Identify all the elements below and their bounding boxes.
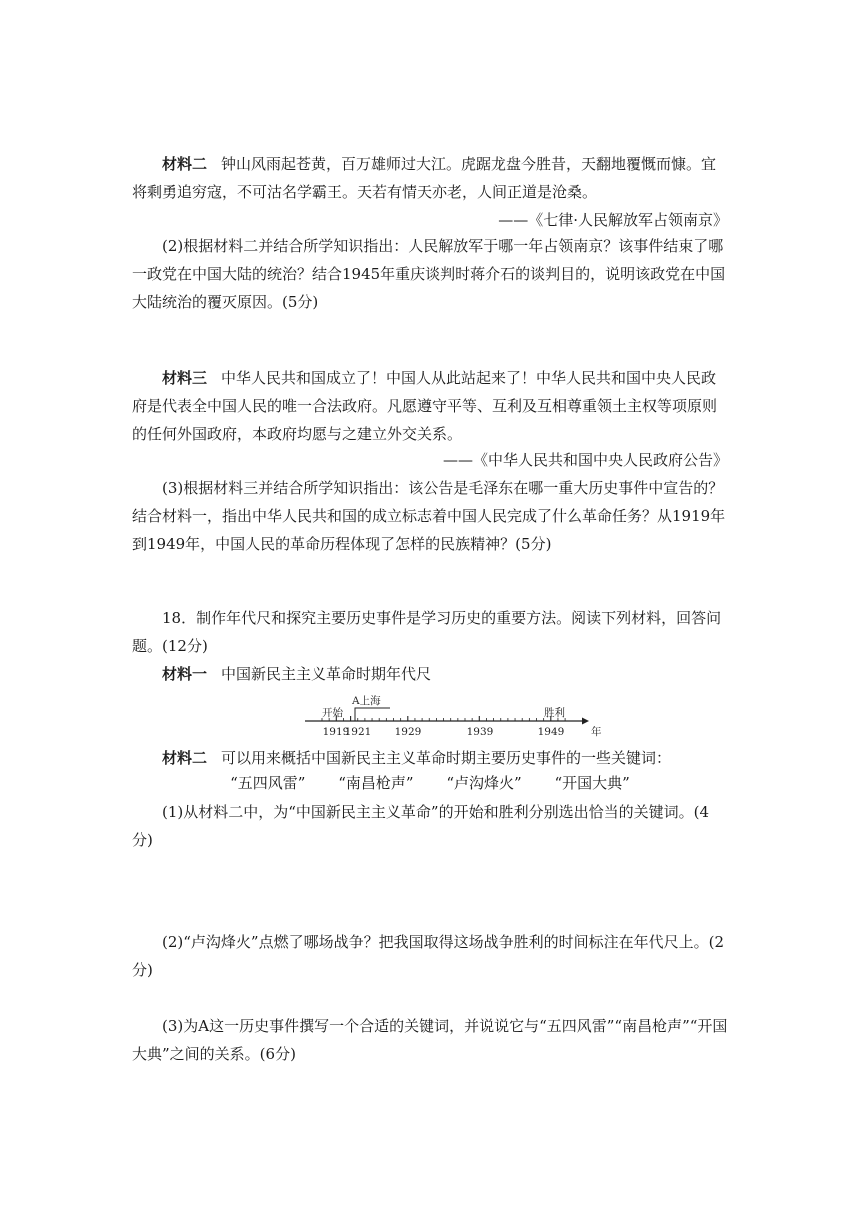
timeline-ticks	[322, 716, 565, 721]
q18-sub-question-1: (1)从材料二中，为“中国新民主主义革命”的开始和胜利分别选出恰当的关键词。(4分)	[132, 803, 709, 849]
question-2: (2)根据材料二并结合所学知识指出：人民解放军于哪一年占领南京？该事件结束了哪一政党在中国大陆的统治？结合1945年重庆谈判时蒋介石的谈判目的，说明该政党在中国大陆统治的覆灭原因。(5分)	[132, 237, 726, 311]
material3-text: 中华人民共和国成立了！中国人从此站起来了！中华人民共和国中央人民政府是代表全中国人民的唯一合法政府。凡愿遵守平等、互利及互相尊重领土主权等项原则的任何外国政府，本政府均愿与之建立外交关系。	[132, 369, 718, 443]
material2-poem-paragraph	[132, 150, 728, 206]
q18-material1-text: 中国新民主主义革命时期年代尺	[221, 665, 432, 683]
q18-material1	[132, 660, 728, 688]
material2-label: 材料二	[162, 155, 208, 173]
q18-sub-question-3: (3)为A这一历史事件撰写一个合适的关键词，并说说它与“五四风雷”“南昌枪声”“开国大典”之间的关系。(6分)	[132, 1017, 728, 1063]
material3-label: 材料三	[162, 369, 208, 387]
timeline-year-1919: 1919	[322, 726, 350, 738]
material3-paragraph	[132, 364, 728, 448]
timeline-arrowhead	[582, 718, 589, 725]
q18-sub-question-2: (2)“卢沟烽火”点燃了哪场战争？把我国取得这场战争胜利的时间标注在年代尺上。(2分)	[132, 933, 724, 979]
question-18-intro: 18．制作年代尺和探究主要历史事件是学习历史的重要方法。阅读下列材料，回答问题。(12分)	[132, 609, 722, 655]
material2-poem-text: 钟山风雨起苍黄，百万雄师过大江。虎踞龙盘今胜昔，天翻地覆慨而慷。宜将剩勇追穷寇，不可沽名学霸王。天若有情天亦老，人间正道是沧桑。	[132, 155, 717, 201]
keyword-wusi: “五四风雷”	[230, 774, 306, 792]
timeline-year-1949: 1949	[537, 726, 565, 738]
timeline-start-label: 开始	[322, 707, 343, 719]
material3-source: ——《中华人民共和国中央人民政府公告》	[442, 451, 728, 469]
q18-material2-label: 材料二	[162, 749, 208, 767]
timeline-ruler	[300, 695, 600, 745]
q18-material1-label: 材料一	[162, 665, 208, 683]
keyword-kaiguo: “开国大典”	[554, 774, 630, 792]
timeline-victory-label: 胜利	[544, 707, 565, 719]
timeline-year-1921: 1921	[344, 726, 372, 738]
question-3: (3)根据材料三并结合所学知识指出：该公告是毛泽东在哪一重大历史事件中宣告的？结合材料一，指出中华人民共和国的成立标志着中国人民完成了什么革命任务？从1919年到1949年，中国人民的革命历程体现了怎样的民族精神？(5分)	[132, 479, 726, 553]
timeline-year-1929: 1929	[394, 726, 422, 738]
timeline-a-marker	[355, 708, 390, 721]
material2-source: ——《七律·人民解放军占领南京》	[498, 211, 728, 229]
keywords-row	[132, 770, 728, 796]
q18-material2	[132, 744, 728, 772]
keyword-lugou: “卢沟烽火”	[446, 774, 522, 792]
keyword-nanchang: “南昌枪声”	[338, 774, 414, 792]
timeline-year-1939: 1939	[466, 726, 494, 738]
q18-material2-text: 可以用来概括中国新民主主义革命时期主要历史事件的一些关键词：	[221, 749, 672, 767]
timeline-unit-label: 年	[591, 726, 602, 738]
timeline-a-label: A上海	[352, 695, 381, 707]
